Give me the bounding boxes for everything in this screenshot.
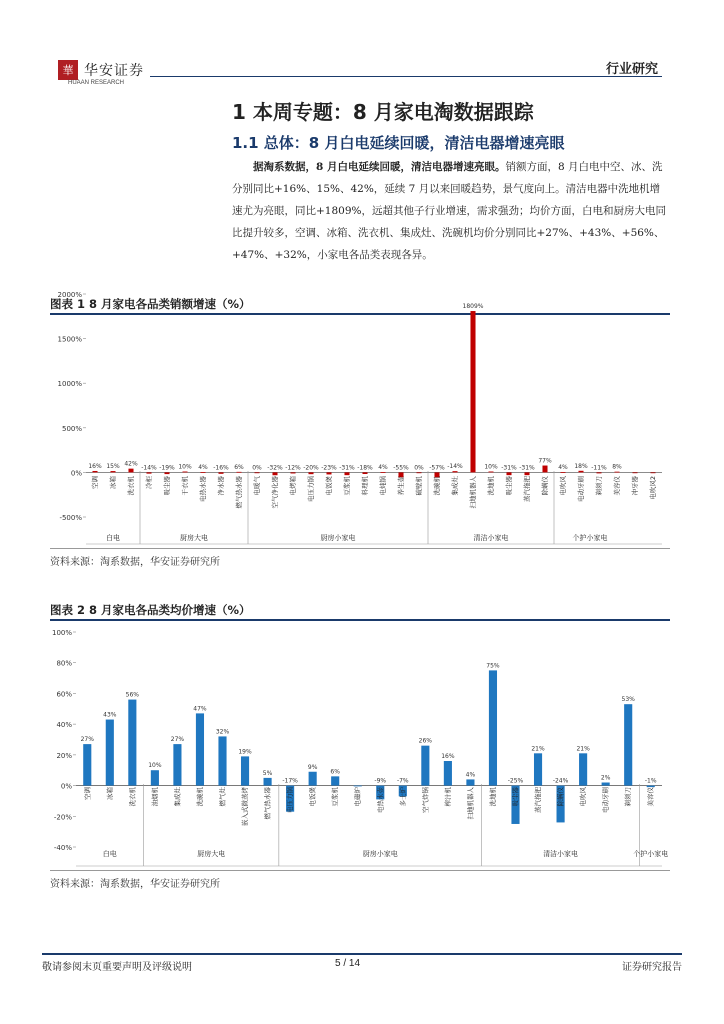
bar — [542, 466, 547, 473]
footer-disclaimer: 敬请参阅末页重要声明及评级说明 — [42, 962, 192, 973]
bar — [524, 472, 529, 475]
data-label: 5% — [262, 769, 273, 777]
figure2-title: 图表 2 8 月家电各品类均价增速（%） — [50, 603, 251, 617]
data-label: 4% — [558, 464, 568, 472]
data-label: 32% — [215, 728, 230, 736]
data-label: 43% — [103, 711, 117, 719]
footer-label: 证券研究报告 — [622, 962, 682, 973]
data-label: 56% — [125, 691, 140, 699]
bar — [151, 770, 159, 785]
category-label: 榨汁机 — [443, 787, 452, 807]
category-label: 料理机 — [361, 476, 369, 496]
data-label: -19% — [159, 464, 175, 472]
figure1-bottom-rule — [50, 548, 670, 549]
data-label: -31% — [519, 464, 535, 472]
page-number: 5 / 14 — [335, 958, 361, 969]
bar — [534, 753, 542, 785]
y-tick-label: -500% — [59, 514, 82, 522]
data-label: 16% — [88, 462, 102, 470]
category-label: 燃气热水器 — [235, 476, 243, 509]
bar — [164, 472, 169, 474]
logo-mark-icon: 華 — [58, 60, 78, 80]
group-label: 个护小家电 — [572, 534, 608, 542]
y-tick-label: 80% — [56, 659, 72, 668]
category-label: 空气净化器 — [271, 476, 279, 509]
bar — [196, 713, 204, 785]
bar — [182, 472, 187, 473]
bar — [241, 756, 249, 785]
category-label: 空气炸锅 — [421, 787, 430, 813]
bar — [146, 472, 151, 473]
data-label: -9% — [374, 777, 387, 785]
footer-divider — [42, 953, 682, 955]
category-label: 空调 — [83, 787, 92, 800]
bar — [602, 783, 610, 786]
bar — [236, 472, 241, 473]
data-label: 47% — [193, 705, 207, 713]
figure1-source: 资料来源：淘系数据，华安证券研究所 — [50, 557, 220, 568]
bar — [272, 472, 277, 475]
data-label: -23% — [321, 464, 337, 472]
data-label: 77% — [538, 457, 552, 465]
report-section: 行业研究 — [605, 62, 658, 77]
data-label: 10% — [484, 463, 498, 471]
category-label: 冰箱 — [105, 787, 114, 800]
category-label: 电饭煲 — [308, 787, 317, 807]
group-label: 厨房大电 — [180, 534, 208, 542]
category-label: 电吹风 — [559, 476, 567, 496]
category-label: 电热水器 — [199, 476, 207, 502]
data-label: 27% — [170, 736, 185, 744]
y-tick-label: 1000% — [57, 380, 82, 389]
category-label: 扫地机器人 — [469, 476, 477, 509]
data-label: 4% — [378, 464, 388, 472]
category-label: 美容仪 — [646, 787, 655, 807]
data-label: 16% — [441, 753, 455, 760]
data-label: -14% — [141, 464, 157, 472]
category-label: 油烟机 — [150, 787, 159, 807]
group-label: 厨房大电 — [197, 850, 226, 858]
data-label: 18% — [574, 462, 588, 470]
data-label: -55% — [393, 464, 409, 472]
category-label: 电炖锅 — [379, 476, 387, 496]
bar — [466, 779, 474, 785]
bar — [506, 472, 511, 475]
bar — [578, 471, 583, 473]
logo-text: 华安证券 — [84, 63, 144, 79]
bar — [83, 744, 91, 785]
category-label: 蒸汽拖把 — [523, 476, 531, 502]
y-tick-label: 0% — [60, 782, 72, 791]
bar — [614, 472, 619, 473]
category-label: 集成灶 — [451, 476, 459, 496]
category-label: 电压力锅 — [286, 787, 295, 813]
category-label: 净水器 — [217, 476, 225, 496]
subsection-heading: 1.1 总体：8 月白电延续回暖，清洁电器增速亮眼 — [232, 134, 565, 152]
data-label: 6% — [234, 463, 244, 471]
figure2-source: 资料来源：淘系数据，华安证券研究所 — [50, 879, 220, 890]
paragraph-lead: 据淘系数据，8 月白电延续回暖，清洁电器增速亮眼。 — [253, 161, 506, 173]
category-label: 燃气热水器 — [263, 787, 272, 820]
data-label: -12% — [285, 464, 301, 472]
category-label: 蒸汽拖把 — [534, 787, 543, 813]
data-label: 0% — [414, 464, 424, 472]
category-label: 吸尘器 — [163, 476, 171, 496]
category-label: 电动牙刷 — [577, 476, 585, 502]
category-label: 美容仪 — [613, 476, 621, 496]
bar — [560, 472, 565, 473]
data-label: -14% — [447, 463, 463, 471]
bar — [421, 746, 429, 786]
category-label: 破壁机 — [415, 476, 423, 496]
bar — [200, 472, 205, 473]
company-logo — [58, 60, 144, 80]
category-label: 洗地机 — [487, 476, 495, 496]
bar — [173, 744, 181, 785]
data-label: 2% — [600, 774, 611, 782]
bar — [489, 670, 497, 785]
bar — [110, 471, 115, 472]
group-label: 厨房小家电 — [320, 534, 356, 542]
category-label: 空调 — [91, 476, 99, 489]
data-label: 75% — [486, 662, 500, 670]
bar — [380, 472, 385, 473]
bar — [308, 472, 313, 474]
group-label: 清洁小家电 — [473, 534, 509, 542]
category-label: 电饭煲 — [325, 476, 333, 496]
y-tick-label: -20% — [53, 813, 72, 822]
data-label: 9% — [307, 763, 318, 771]
figure2-bottom-rule — [50, 870, 670, 871]
category-label: 电暖气 — [253, 476, 261, 496]
bar — [344, 472, 349, 475]
data-label: -17% — [282, 777, 298, 785]
y-tick-label: 1500% — [57, 335, 82, 344]
data-label: 19% — [238, 748, 252, 756]
figure1-title: 图表 1 8 月家电各品类销额增速（%） — [50, 297, 251, 311]
bar — [106, 720, 114, 786]
category-label: 除螨仪 — [556, 787, 565, 807]
bar — [579, 753, 587, 785]
data-label: 4% — [198, 464, 208, 472]
category-label: 扫地机器人 — [466, 787, 475, 820]
category-label: 电动牙刷 — [601, 787, 610, 813]
bar — [218, 472, 223, 473]
bar — [624, 704, 632, 785]
data-label: 27% — [80, 736, 94, 744]
category-label: 洗碗机 — [195, 787, 204, 807]
bar — [290, 472, 295, 473]
data-label: 53% — [621, 696, 635, 704]
category-label: 燃气灶 — [218, 787, 227, 807]
y-tick-label: 2000% — [57, 291, 82, 299]
y-tick-label: 20% — [56, 751, 72, 760]
category-label: 电吹风 — [579, 787, 588, 807]
category-label: 豆浆机 — [331, 787, 340, 807]
data-label: 6% — [330, 768, 340, 776]
data-label: 10% — [148, 762, 162, 770]
category-label: 电热水壶 — [376, 787, 385, 813]
bar — [362, 472, 367, 474]
data-label: 42% — [124, 460, 138, 468]
bar — [128, 700, 136, 786]
category-label: 洗地机 — [488, 787, 497, 807]
category-label: 冷柜 — [145, 476, 153, 489]
bar — [470, 311, 475, 472]
y-tick-label: 40% — [56, 721, 72, 730]
data-label: 10% — [178, 463, 192, 471]
category-label: 冲牙器 — [631, 476, 639, 496]
bar — [632, 472, 637, 473]
bar — [218, 736, 226, 785]
category-label: 多士炉 — [398, 787, 407, 807]
bar — [596, 472, 601, 473]
category-label: 吸尘器 — [511, 787, 520, 807]
header-divider — [150, 76, 662, 77]
data-label: 1809% — [462, 303, 484, 311]
data-label: -18% — [357, 464, 373, 472]
category-label: 豆浆机 — [343, 476, 351, 496]
category-label: 电烤箱 — [289, 476, 297, 496]
group-label: 个护小家电 — [633, 850, 669, 858]
section-heading: 1 本周专题：8 月家电淘数据跟踪 — [232, 100, 534, 124]
category-label: 干衣机 — [181, 476, 189, 496]
data-label: -24% — [552, 777, 569, 785]
data-label: 21% — [576, 745, 590, 753]
y-tick-label: 0% — [70, 469, 82, 478]
category-label: 电磁炉 — [353, 787, 362, 807]
data-label: -32% — [267, 464, 283, 472]
data-label: 26% — [418, 737, 433, 745]
bar — [488, 472, 493, 473]
data-label: -31% — [501, 464, 517, 472]
bar — [309, 772, 317, 786]
category-label: 电吹风2 — [649, 476, 657, 500]
data-label: 4% — [465, 771, 476, 779]
data-label: -1% — [644, 777, 657, 785]
group-label: 白电 — [106, 534, 120, 542]
data-label: 8% — [612, 463, 622, 471]
data-label: -31% — [339, 464, 355, 472]
category-label: 吸尘器 — [505, 476, 513, 496]
category-label: 洗衣机 — [127, 476, 135, 496]
y-tick-label: 60% — [56, 690, 72, 699]
data-label: 21% — [531, 745, 545, 753]
bar — [650, 472, 655, 473]
data-label: -11% — [591, 464, 607, 472]
bar — [264, 778, 272, 786]
bar — [254, 472, 259, 473]
category-label: 集成灶 — [173, 787, 182, 807]
bar — [647, 786, 655, 788]
bar — [326, 472, 331, 474]
group-label: 白电 — [102, 850, 117, 858]
data-label: -25% — [507, 777, 524, 785]
data-label: 0% — [252, 464, 262, 472]
bar — [92, 471, 97, 472]
category-label: 冰箱 — [109, 476, 117, 489]
bar — [331, 776, 339, 785]
data-label: -7% — [396, 777, 409, 785]
bar — [416, 472, 421, 473]
category-label: 除螨仪 — [541, 476, 549, 496]
y-tick-label: 500% — [61, 424, 82, 433]
data-label: -20% — [303, 464, 319, 472]
category-label: 嵌入式微蒸烤 — [241, 787, 250, 826]
category-label: 电压力锅 — [307, 476, 315, 502]
bar — [444, 761, 452, 786]
bar — [354, 786, 362, 787]
category-label: 剃须刀 — [624, 787, 633, 807]
bar — [128, 469, 133, 473]
data-label: -16% — [213, 464, 229, 472]
data-label: -57% — [429, 464, 445, 472]
y-tick-label: -40% — [53, 844, 72, 852]
group-label: 清洁小家电 — [543, 850, 579, 858]
price-growth-chart — [50, 622, 670, 870]
sales-growth-chart — [50, 286, 670, 548]
category-label: 洗衣机 — [128, 787, 137, 807]
category-label: 洗碗机 — [433, 476, 441, 496]
data-label: 15% — [106, 463, 120, 471]
paragraph-text: 销额方面，8 月白电中空、冰、洗分别同比+16%、15%、42%，延续 7 月以来回暖趋势，景气度向上。清洁电器中洗地机增速尤为亮眼，同比+1809%，远超其他子行业增速，需求强劲；均价方面，白电和厨房大电同比提升较多，空调、冰箱、洗衣机、集成灶、洗碗机均价分别同比+27%、+43%、+56%、+47%、+32%，小家电各品类表现各异。 — [232, 161, 666, 261]
y-tick-label: 100% — [51, 629, 72, 637]
body-paragraph — [232, 156, 670, 266]
category-label: 剃须刀 — [595, 476, 603, 496]
logo-english: HUAAN RESEARCH — [68, 80, 125, 86]
category-label: 养生壶 — [397, 476, 405, 496]
bar — [452, 471, 457, 472]
figure2-top-rule — [50, 619, 670, 621]
group-label: 厨房小家电 — [362, 850, 398, 858]
